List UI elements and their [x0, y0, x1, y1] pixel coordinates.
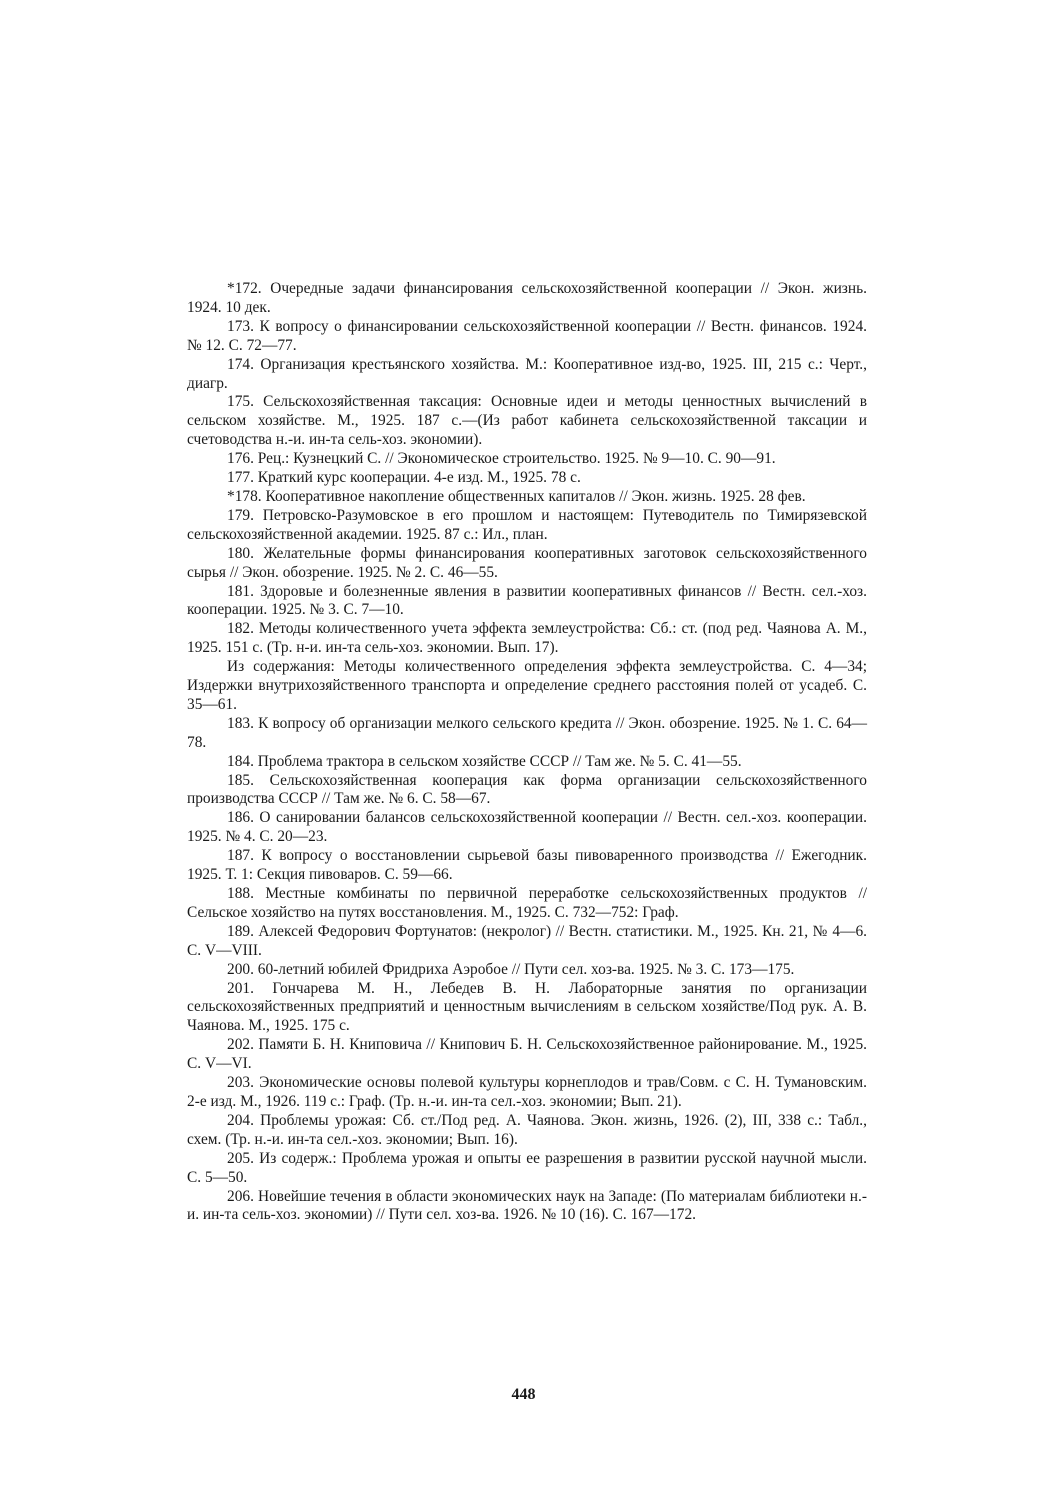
bibliography-entry-181: 181. Здоровые и болезненные явления в развитии кооперативных финансов // Вестн. сел.-хоз. кооперации. 1925. № 3. С. 7—10.	[187, 582, 871, 619]
bibliography-entry-172: *172. Очередные задачи финансирования сельскохозяйственной кооперации // Экон. жизнь. 1924. 10 дек.	[187, 280, 871, 316]
bibliography-entry-203: 203. Экономические основы полевой культуры корнеплодов и трав/Совм. с С. Н. Тумановским. 2-е изд. М., 1926. 119 с.: Граф. (Тр. н.-и. ин-та сел.-хоз. экономии; Вып. 21).	[187, 1074, 871, 1110]
bibliography-entry-205: 205. Из содерж.: Проблема урожая и опыты ее разрешения в развитии русской научной мысли. С. 5—50.	[187, 1149, 871, 1186]
bibliography-entry-185: 185. Сельскохозяйственная кооперация как форма организации сельскохозяйственного производства СССР // Там же. № 6. С. 58—67.	[187, 771, 871, 808]
bibliography-entry-173: 173. К вопросу о финансировании сельскохозяйственной кооперации // Вестн. финансов. 1924. № 12. С. 72—77.	[187, 317, 871, 354]
bibliography-entry-184: 184. Проблема трактора в сельском хозяйстве СССР // Там же. № 5. С. 41—55.	[227, 752, 742, 770]
bibliography-entry-179: 179. Петровско-Разумовское в его прошлом и настоящем: Путеводитель по Тимирязевской сельскохозяйственной академии. 1925. 87 с.: Ил., план.	[187, 506, 871, 543]
bibliography-entry-175: 175. Сельскохозяйственная таксация: Основные идеи и методы ценностных вычислений в сельском хозяйстве. М., 1925. 187 с.—(Из работ кабинета сельскохозяйственной таксации и счетоводства н.-и. ин-та сель-хоз. экономии).	[187, 393, 871, 449]
page-number: 448	[511, 1386, 536, 1403]
bibliography-entry-180: 180. Желательные формы финансирования кооперативных заготовок сельскохозяйственного сырья // Экон. обозрение. 1925. № 2. С. 46—55.	[187, 544, 871, 581]
bibliography-entry-201: 201. Гончарева М. Н., Лебедев В. Н. Лабораторные занятия по организации сельскохозяйственных предприятий и ценностным вычислениям в сельском хозяйстве/Под рук. А. В. Чаянова. М., 1925. 175 с.	[187, 979, 871, 1035]
bibliography-entry-177: 177. Краткий курс кооперации. 4-е изд. М., 1925. 78 с.	[227, 469, 581, 487]
bibliography-entry-176: 176. Рец.: Кузнецкий С. // Экономическое строительство. 1925. № 9—10. С. 90—91.	[227, 450, 776, 468]
bibliography-list	[187, 280, 871, 1225]
bibliography-entry-182: 182. Методы количественного учета эффекта землеустройства: Сб.: ст. (под ред. Чаянова А. М., 1925. 151 с. (Тр. н-и. ин-та сель-хоз. экономии. Вып. 17).	[187, 620, 871, 657]
bibliography-entry-206: 206. Новейшие течения в области экономических наук на Западе: (По материалам библиотеки н.-и. ин-та сель-хоз. экономии) // Пути сел. хоз-ва. 1926. № 10 (16). С. 167—172.	[187, 1187, 867, 1224]
bibliography-entry-188: 188. Местные комбинаты по первичной переработке сельскохозяйственных продуктов // Сельское хозяйство на путях восстановления. М., 1925. С. 732—752: Граф.	[187, 885, 871, 921]
bibliography-entry-183: 183. К вопросу об организации мелкого сельского кредита // Экон. обозрение. 1925. № 1. С. 64—78.	[187, 714, 867, 751]
bibliography-entry-189: 189. Алексей Федорович Фортунатов: (некролог) // Вестн. статистики. М., 1925. Кн. 21, № 4—6. С. V—VIII.	[187, 922, 871, 959]
bibliography-entry-204: 204. Проблемы урожая: Сб. ст./Под ред. А. Чаянова. Экон. жизнь, 1926. (2), III, 338 с.: Табл., схем. (Тр. н.-и. ин-та сел.-хоз. экономии; Вып. 16).	[187, 1111, 871, 1148]
bibliography-entry-182-contents: Из содержания: Методы количественного определения эффекта землеустройства. С. 4—34; Издержки внутрихозяйственного транспорта и определение среднего расстояния полей от усадеб. С. 35—61.	[187, 658, 871, 713]
bibliography-entry-186: 186. О санировании балансов сельскохозяйственной кооперации // Вестн. сел.-хоз. кооперации. 1925. № 4. С. 20—23.	[187, 809, 871, 846]
bibliography-entry-178: *178. Кооперативное накопление общественных капиталов // Экон. жизнь. 1925. 28 фев.	[227, 487, 806, 505]
bibliography-entry-200: 200. 60-летний юбилей Фридриха Аэробое // Пути сел. хоз-ва. 1925. № 3. С. 173—175.	[227, 960, 795, 978]
bibliography-entry-202: 202. Памяти Б. Н. Книповича // Книпович Б. Н. Сельскохозяйственное районирование. М., 1925. С. V—VI.	[187, 1036, 871, 1073]
bibliography-entry-174: 174. Организация крестьянского хозяйства. М.: Кооперативное изд-во, 1925. III, 215 с.: Черт., диагр.	[187, 355, 871, 392]
bibliography-entry-187: 187. К вопросу о восстановлении сырьевой базы пивоваренного производства // Ежегодник. 1925. Т. 1: Секция пивоваров. С. 59—66.	[187, 847, 871, 884]
